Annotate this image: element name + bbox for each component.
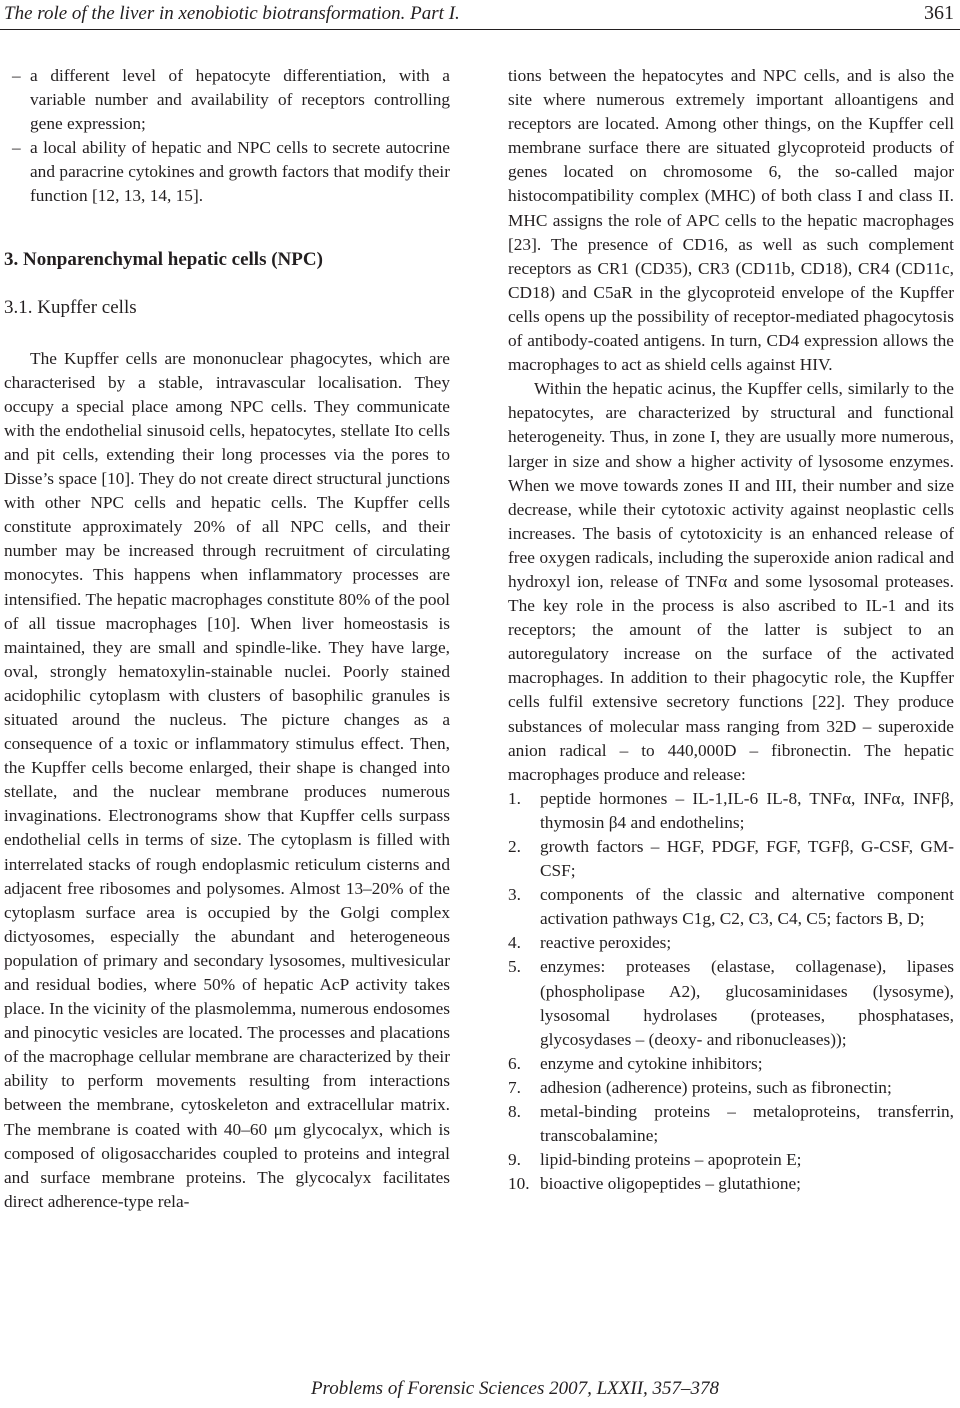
dash-item-text: a local ability of hepatic and NPC cells to secrete autocrine and paracrine cytokines and growth factors that modify their function [12, 13, 14, 15]. bbox=[30, 138, 450, 206]
list-number: 10. bbox=[508, 1174, 530, 1194]
list-item-text: growth factors – HGF, PDGF, FGF, TGFβ, G-CSF, GM-CSF; bbox=[540, 837, 954, 881]
page-number: 361 bbox=[924, 2, 954, 24]
list-number: 8. bbox=[508, 1102, 521, 1122]
dash-item-text: a different level of hepatocyte differentiation, with a variable number and availability of receptors controlling gene expression; bbox=[30, 66, 450, 134]
list-item-text: enzymes: proteases (elastase, collagenase), lipases (phospholipase A2), glucosaminidases (lysosyme), lysosomal hydrolases (proteases, phosphatases, glycosydases – (deoxy- and ribonucleases)); bbox=[540, 957, 954, 1049]
list-item bbox=[508, 835, 954, 883]
dash-list bbox=[4, 64, 450, 209]
list-item bbox=[508, 1076, 954, 1100]
list-item bbox=[508, 1148, 954, 1172]
list-item bbox=[508, 1052, 954, 1076]
list-item-text: lipid-binding proteins – apoprotein E; bbox=[540, 1150, 802, 1170]
list-number: 6. bbox=[508, 1053, 521, 1073]
list-item bbox=[508, 1100, 954, 1148]
list-item-text: enzyme and cytokine inhibitors; bbox=[540, 1053, 763, 1073]
subsection-heading: 3.1. Kupffer cells bbox=[4, 296, 137, 318]
list-item-text: bioactive oligopeptides – glutathione; bbox=[540, 1174, 801, 1194]
body-paragraph: Within the hepatic acinus, the Kupffer cells, similarly to the hepatocytes, are characterized by structural and functional heterogeneity. Thus, in zone I, they are usually more numerous, larger in size and show a higher activity of lysosome enzymes. When we move towards zones II and III, their number and size decrease, while their cytotoxic activity against neoplastic cells increases. The basis of cytotoxicity is an enhanced release of free oxygen radicals, including the superoxide anion radical and hydroxyl ion, release of TNFα and some lysosomal proteases. The key role in the process is also ascribed to IL-1 and its receptors; the amount of the latter is subject to an autoregulatory increase on the surface of the activated macrophages. In addition to their phagocytic role, the Kupffer cells fulfil extensive secretory functions [22]. They produce substances of molecular mass ranging from 32D – superoxide anion radical – to 440,000D – fibronectin. The hepatic macrophages produce and release: bbox=[508, 379, 954, 784]
list-number: 4. bbox=[508, 933, 521, 953]
list-number: 5. bbox=[508, 957, 521, 977]
list-number: 1. bbox=[508, 788, 521, 808]
body-paragraph-continued: tions between the hepatocytes and NPC cells, and is also the site where numerous extremely important alloantigens and receptors are located. Among other things, on the Kupffer cell membrane surface there are situated glycoproteid products of genes located on chromosome 6, the so-called major histocompatibility complex (MHC) of both class I and class II. MHC assigns the role of APC cells to the hepatic macrophages [23]. The presence of CD16, as well as such complement receptors as CR1 (CD35), CR3 (CD11b, CD18), CR4 (CD11c, CD18) and C5aR in the glycoproteid envelope of the Kupffer cells opens up the possibility of receptor-mediated phagocytosis of antibody-coated antigens. In turn, CD4 expression allows the macrophages to act as shield cells against HIV. bbox=[508, 66, 954, 375]
dash-bullet: – bbox=[12, 138, 21, 158]
list-number: 2. bbox=[508, 837, 521, 856]
dash-bullet: – bbox=[12, 66, 21, 85]
list-item bbox=[508, 955, 954, 1051]
list-item-text: components of the classic and alternative component activation pathways C1g, C2, C3, C4, C5; factors B, D; bbox=[540, 885, 954, 929]
running-header bbox=[0, 0, 960, 30]
list-item-text: metal-binding proteins – metaloproteins, transferrin, transcobalamine; bbox=[540, 1102, 954, 1146]
list-number: 9. bbox=[508, 1150, 521, 1170]
dash-list-item bbox=[4, 136, 450, 208]
list-item-text: adhesion (adherence) proteins, such as fibronectin; bbox=[540, 1077, 892, 1097]
list-number: 3. bbox=[508, 885, 521, 905]
list-item-text: peptide hormones – IL-1,IL-6 IL-8, TNFα, INFα, INFβ, thymosin β4 and endothelins; bbox=[540, 788, 954, 832]
body-paragraph: The Kupffer cells are mononuclear phagocytes, which are characterised by a stable, intravascular localisation. They occupy a special place among NPC cells. They communicate with the endothelial sinusoid cells, hepatocytes, stellate Ito cells and pit cells, extending their long processes via the pores to Disse’s space [10]. They do not create direct structural junctions with other NPC cells and hepatic cells. The Kupffer cells constitute approximately 20% of all NPC cells, and their number may be increased through recruitment of circulating monocytes. This happens when inflammatory processes are intensified. The hepatic macrophages constitute 80% of the pool of all tissue macrophages [10]. When liver homeostasis is maintained, they are small and spindle-like. They have large, oval, strongly hematoxylin-stainable nuclei. Poorly stained acidophilic cytoplasm with clusters of basophilic granules is situated around the nucleus. The picture changes as a consequence of a toxic or inflammatory stimulus effect. Then, the Kupffer cells become enlarged, their shape is changed into stellate, and the nuclear membrane produces numerous invaginations. Electronograms show that Kupffer cells surpass endothelial cells in terms of size. The cytoplasm is filled with interrelated stacks of rough endoplasmic reticulum cisterns and adjacent free ribosomes and polysomes. Almost 13–20% of the cytoplasm surface area is occupied by the Golgi complex dictyosomes, especially the abundant and heterogeneous population of primary and secondary lysosomes, multivesicular and residual bodies, where 50% of hepatic AcP activity takes place. In the vicinity of the plasmolemma, numerous endosomes and pinocytic vesicles are located. The processes and placations of the macrophage cellular membrane are characterized by their ability to perform movements resulting from interactions between the membrane, cytoskeleton and extracellular matrix. The membrane is coated with 40–60 μm glycocalyx, which is composed of oligosaccharides coupled to proteins and integral and surface membrane proteins. The glycocalyx facilitates direct adherence-type rela- bbox=[4, 348, 450, 1211]
list-item bbox=[508, 1172, 954, 1196]
section-heading: 3. Nonparenchymal hepatic cells (NPC) bbox=[4, 248, 323, 270]
list-item-text: reactive peroxides; bbox=[540, 933, 672, 953]
list-item bbox=[508, 883, 954, 931]
footer-citation: Problems of Forensic Sciences 2007, LXXII, 357–378 bbox=[310, 1378, 720, 1399]
dash-list-item bbox=[4, 64, 450, 136]
release-products-list bbox=[508, 787, 954, 1197]
list-item bbox=[508, 931, 954, 955]
right-column bbox=[508, 64, 954, 1196]
list-number: 7. bbox=[508, 1077, 521, 1097]
list-item bbox=[508, 787, 954, 835]
left-column bbox=[4, 64, 450, 1214]
running-title: The role of the liver in xenobiotic biotransformation. Part I. bbox=[4, 3, 460, 24]
